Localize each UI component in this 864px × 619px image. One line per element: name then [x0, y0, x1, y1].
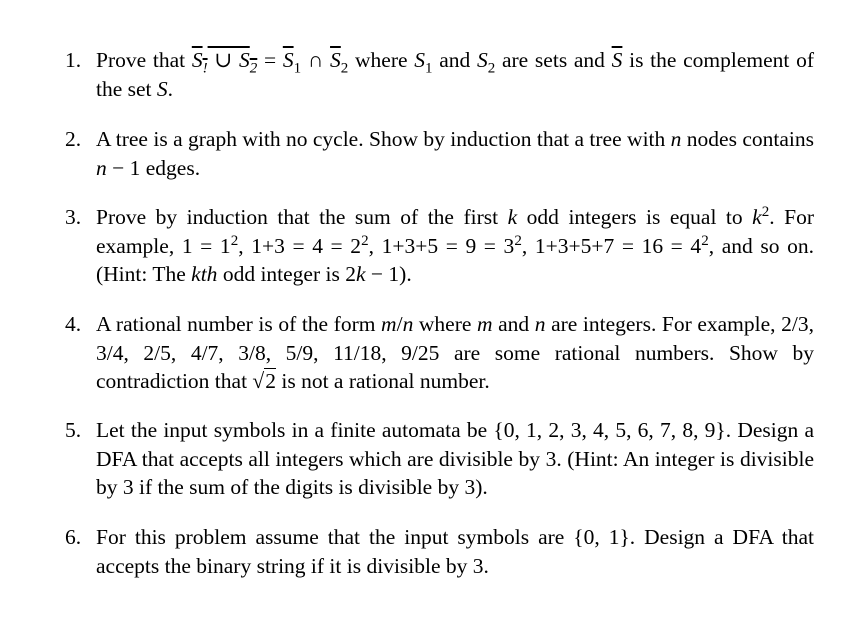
problem-5-text: Let the input symbols in a finite automata be {0, 1, 2, 3, 4, 5, 6, 7, 8, 9}. Design a DFA that accepts all integers which are divisible by 3. (Hint: An integer is divisible by 3 if the sum of the digits is divisible by 3).: [96, 418, 814, 499]
problem-6: [65, 523, 814, 580]
problem-6-number: 6.: [65, 525, 82, 549]
problem-5-number: 5.: [65, 418, 82, 442]
problem-2-text: A tree is a graph with no cycle. Show by induction that a tree with n nodes contains n − 1 edges.: [96, 127, 815, 180]
problem-2-number: 2.: [65, 127, 82, 151]
problem-1-number: 1.: [65, 48, 82, 72]
problem-2: [65, 125, 815, 182]
problem-4-number: 4.: [65, 312, 82, 336]
problem-4-text: A rational number is of the form m/n where m and n are integers. For example, 2/3, 3/4, 2/5, 4/7, 3/8, 5/9, 11/18, 9/25 are some rational numbers. Show by contradiction that √2 is not a rational number.: [96, 312, 814, 393]
problem-4: [65, 310, 814, 396]
problem-6-text: For this problem assume that the input symbols are {0, 1}. Design a DFA that accepts the binary string if it is divisible by 3.: [96, 525, 814, 578]
problem-5: [65, 416, 814, 502]
problem-3-text: Prove by induction that the sum of the first k odd integers is equal to $k^2$. For example, $1 = 1^2$, $1+3 = 4 = 2^2$, $1+3+5 = 9 = 3^2$, $1+3+5+7 = 16 = 4^2$, and so on. (Hint: The kth odd integer is 2k − 1).: [96, 203, 815, 286]
problem-1: [65, 46, 814, 103]
problem-1-text: Prove that $S_!$ ∪ $S_2 = \overline{S}_1$ ∩ $\overline{S}_2$ where $S_1$ and $S_2$ are sets and $\overline{S}$ is the complement of the set S.: [96, 48, 814, 101]
problem-3-number: 3.: [65, 205, 82, 229]
problem-3: [65, 203, 815, 289]
